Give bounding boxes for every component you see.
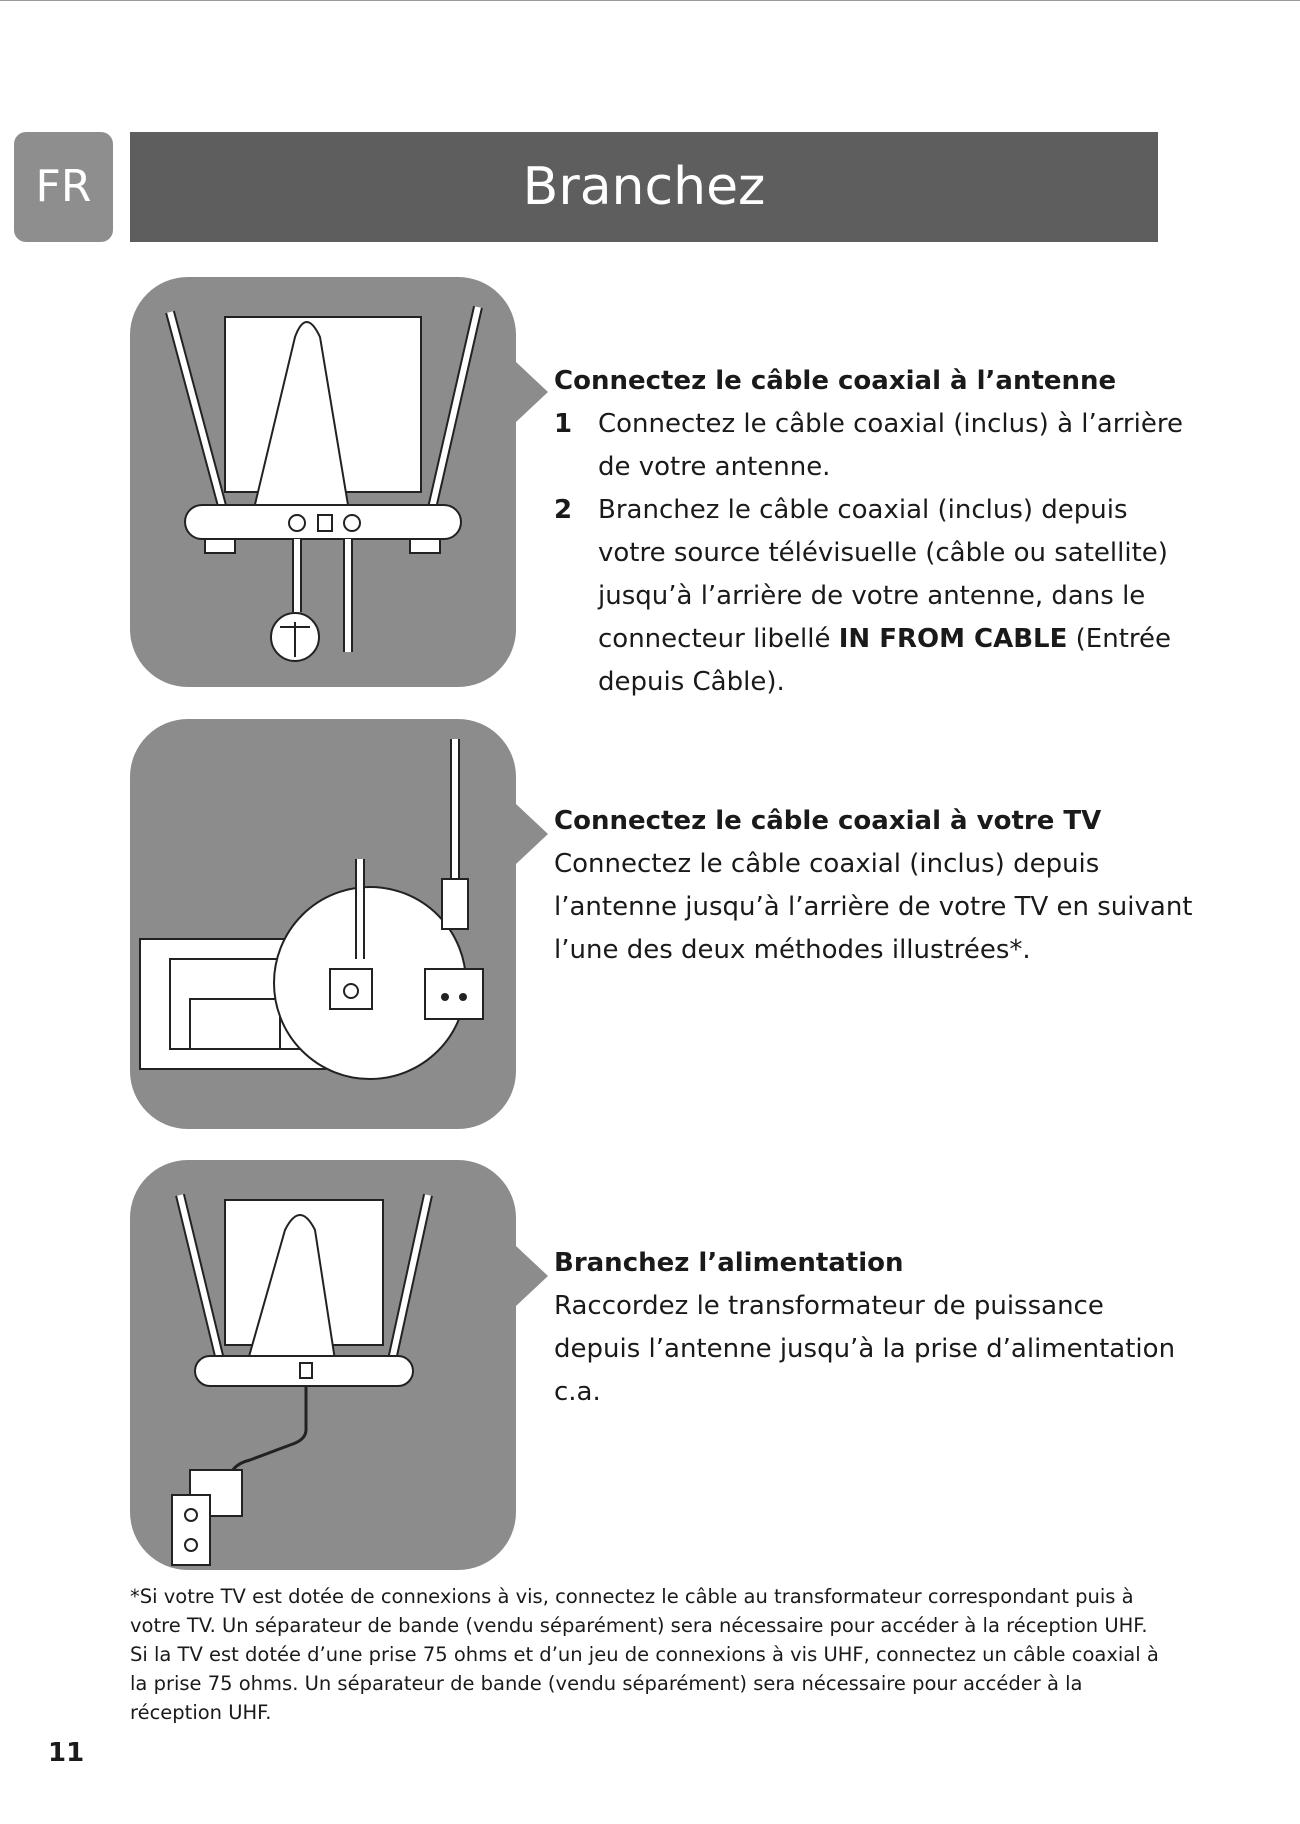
tv-rear-drawing [130, 719, 516, 1129]
step-item [554, 403, 1194, 489]
power-adapter-illustration [130, 1160, 516, 1570]
callout-pointer [516, 1246, 548, 1306]
section-body: Connectez le câble coaxial (inclus) depuis l’antenne jusqu’à l’arrière de votre TV en suivant l’une des deux méthodes illustrées*. [554, 849, 1193, 965]
section-connect-tv [554, 800, 1194, 972]
footnote: *Si votre TV est dotée de connexions à vis, connectez le câble au transformateur correspondant puis à votre TV. Un séparateur de bande (vendu séparément) sera nécessaire pour accéder à la réception UHF. Si la TV est dotée d’une prise 75 ohms et d’un jeu de connexions à vis UHF, connectez un câble coaxial à la prise 75 ohms. Un séparateur de bande (vendu séparément) sera nécessaire pour accéder à la réception UHF. [130, 1585, 1159, 1724]
step-text-part: Branchez le câble coaxial (inclus) depuis votre source télévisuelle (câble ou satellite) jusqu’à l’arrière de votre antenne, dans le connecteur libellé [598, 495, 1168, 654]
step-text-part: (Entrée depuis Câble). [598, 624, 1172, 697]
section-heading: Branchez l’alimentation [554, 1248, 904, 1278]
callout-pointer [516, 804, 548, 864]
step-text [598, 489, 1194, 704]
language-tab: FR [14, 132, 113, 242]
step-text: Connectez le câble coaxial (inclus) à l’arrière de votre antenne. [598, 409, 1183, 482]
page-title: Branchez [130, 132, 1158, 242]
step-number: 1 [554, 409, 573, 439]
connector-label: IN FROM CABLE [838, 624, 1068, 654]
section-body: Raccordez le transformateur de puissance depuis l’antenne jusqu’à la prise d’alimentation c.a. [554, 1291, 1176, 1407]
page-number: 11 [48, 1738, 85, 1768]
section-connect-antenna [554, 360, 1194, 704]
antenna-rear-drawing [130, 277, 516, 687]
section-power [554, 1242, 1194, 1414]
step-item [554, 489, 1194, 704]
top-rule [0, 0, 1300, 1]
section-heading: Connectez le câble coaxial à l’antenne [554, 366, 1117, 396]
callout-pointer [516, 362, 548, 422]
antenna-coax-illustration [130, 277, 516, 687]
antenna-power-drawing [130, 1160, 516, 1570]
section-heading: Connectez le câble coaxial à votre TV [554, 806, 1102, 836]
step-number: 2 [554, 495, 573, 525]
tv-coax-illustration [130, 719, 516, 1129]
